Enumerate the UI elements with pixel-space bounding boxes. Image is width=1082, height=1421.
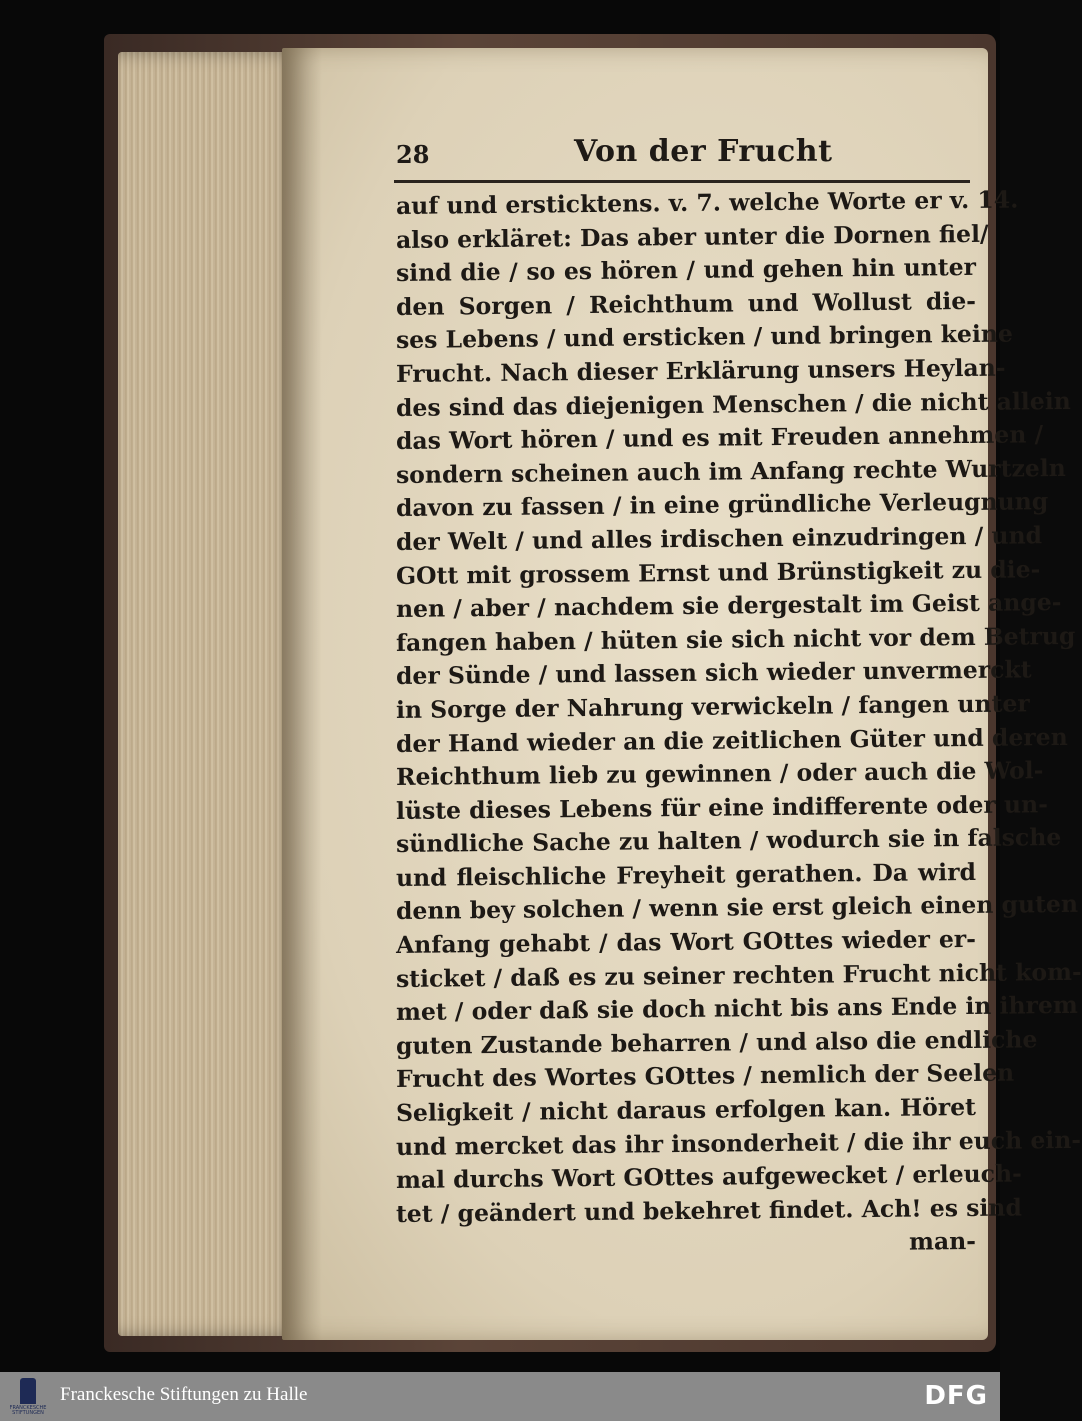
text-line: ses Lebens / und ersticken / und bringen keine — [395, 319, 1013, 355]
page-number: 28 — [396, 140, 430, 169]
text-line: fangen haben / hüten sie sich nicht vor dem Betrug — [395, 621, 1076, 657]
footer-bar — [0, 1372, 1000, 1421]
text-line: sticket / daß es zu seiner rechten Frucht nicht kom- — [395, 957, 1082, 993]
text-line: der Hand wieder an die zeitlichen Güter und deren — [395, 722, 1068, 758]
text-line: des sind das diejenigen Menschen / die nicht allein — [395, 386, 1071, 422]
catchword: man- — [908, 1227, 977, 1257]
text-line: in Sorge der Nahrung verwickeln / fangen unter — [395, 689, 1030, 724]
text-line: Frucht. Nach dieser Erklärung unsers Heylan- — [395, 353, 1006, 388]
header-rule — [394, 180, 970, 183]
body-text — [395, 185, 1082, 1265]
institution-logo-icon[interactable] — [8, 1376, 48, 1418]
text-line: und mercket das ihr insonderheit / die ihr euch ein- — [395, 1125, 1082, 1161]
text-line: lüste dieses Lebens für eine indifferente oder un- — [395, 789, 1049, 825]
text-line: met / oder daß sie doch nicht bis ans Ende in ihrem — [395, 991, 1078, 1027]
text-line: tet / geändert und bekehret findet. Ach! es sind — [395, 1193, 1023, 1228]
text-line: auf und ersticktens. v. 7. welche Worte er v. 14. — [395, 185, 1019, 220]
text-line: denn bey solchen / wenn sie erst gleich einen guten — [395, 890, 1079, 926]
text-line: davon zu fassen / in eine gründliche Verleugnung — [395, 487, 1049, 523]
text-line: sündliche Sache zu halten / wodurch sie in falsche — [395, 823, 1062, 859]
page-header — [394, 132, 970, 176]
text-line: nen / aber / nachdem sie dergestalt im Geist ange- — [395, 588, 1062, 624]
dfg-logo[interactable]: DFG — [924, 1381, 988, 1411]
text-line: und fleischliche Freyheit gerathen. Da wird — [395, 857, 977, 892]
logo-text: FRANCKESCHE STIFTUNGEN — [9, 1405, 47, 1416]
text-line: Reichthum lieb zu gewinnen / oder auch die Wol- — [395, 756, 1044, 792]
text-line: der Sünde / und lassen sich wieder unvermerckt — [395, 655, 1032, 691]
institution-name[interactable]: Franckesche Stiftungen zu Halle — [60, 1384, 308, 1405]
text-line: Frucht des Wortes GOttes / nemlich der Seelen — [395, 1058, 1015, 1094]
text-line: der Welt / und alles irdischen einzudringen / und — [395, 521, 1043, 556]
text-line: mal durchs Wort GOttes aufgewecket / erleuch- — [395, 1159, 1022, 1195]
text-line: sind die / so es hören / und gehen hin unter — [395, 253, 977, 288]
text-line: guten Zustande beharren / und also die endliche — [395, 1025, 1038, 1060]
text-line: das Wort hören / und es mit Freuden annehmen / — [395, 420, 1044, 456]
text-line: sondern scheinen auch im Anfang rechte Wurtzeln — [395, 453, 1066, 489]
text-line: GOtt mit grossem Ernst und Brünstigkeit zu die- — [395, 554, 1041, 590]
gutter-shadow — [282, 48, 322, 1340]
text-line: den Sorgen / Reichthum und Wollust die- — [395, 286, 977, 321]
text-line: also erkläret: Das aber unter die Dornen fiel/ — [395, 219, 989, 254]
running-title: Von der Frucht — [574, 134, 833, 169]
page-edges — [118, 52, 298, 1336]
text-line: Anfang gehabt / das Wort GOttes wieder er- — [395, 924, 977, 960]
emblem-icon — [20, 1378, 36, 1404]
text-line: Seligkeit / nicht daraus erfolgen kan. Höret — [395, 1092, 977, 1128]
